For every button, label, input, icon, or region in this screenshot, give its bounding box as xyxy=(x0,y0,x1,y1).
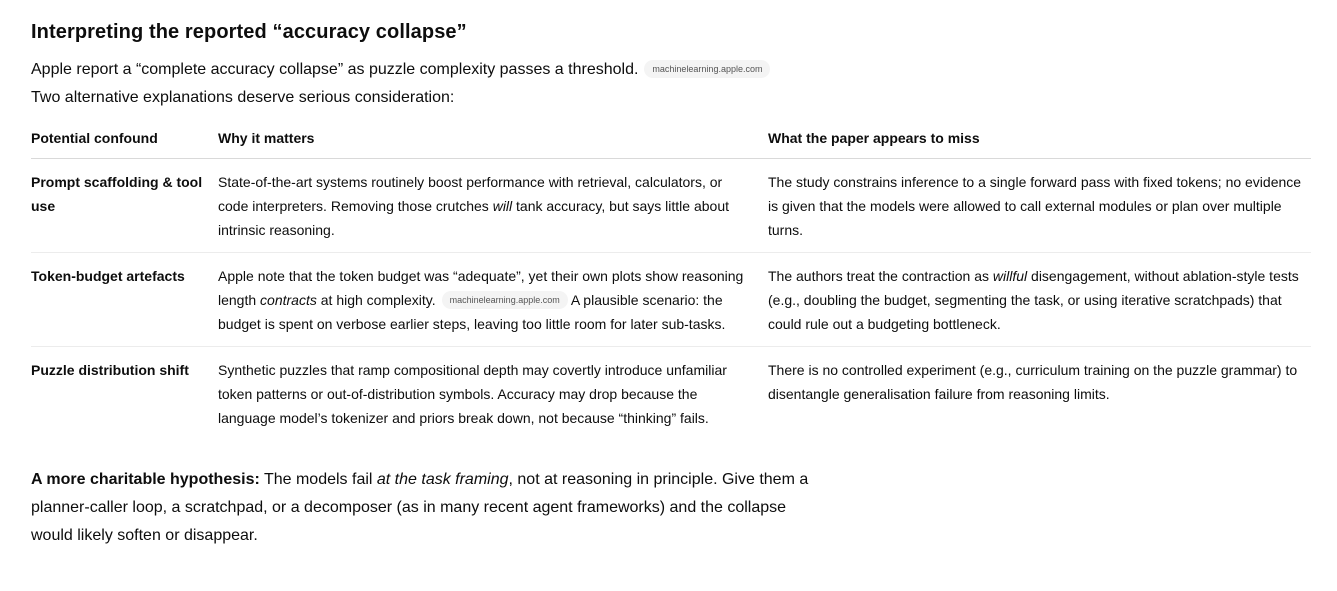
why-text: at high complexity. xyxy=(316,292,436,308)
table-row xyxy=(31,253,1311,347)
why-cell xyxy=(218,253,768,347)
miss-text: disengagement, without ablation-style tests (e.g., doubling the budget, segmenting the task, or using iterative scratchpads) that could rule out a budgeting bottleneck. xyxy=(768,268,1299,332)
conclusion-text: The models fail xyxy=(259,471,377,488)
why-cell xyxy=(218,159,768,253)
intro-line-2: Two alternative explanations deserve serious consideration: xyxy=(31,89,455,106)
miss-emphasis: willful xyxy=(992,268,1028,284)
conclusion-lead: A more charitable hypothesis: xyxy=(31,471,260,488)
why-cell: Synthetic puzzles that ramp compositional depth may covertly introduce unfamiliar token patterns or out-of-distribution symbols. Accuracy may drop because the language model’s tokenizer and priors break down, not because “thinking” fails. xyxy=(218,362,727,426)
miss-cell: There is no controlled experiment (e.g., curriculum training on the puzzle grammar) to disentangle generalisation failure from reasoning limits. xyxy=(768,362,1298,402)
why-emphasis: contracts xyxy=(260,292,317,308)
table-row xyxy=(31,159,1311,253)
why-text: A plausible scenario: the budget is spent on verbose earlier steps, leaving too little room for later sub-tasks. xyxy=(218,292,726,332)
miss-cell: The study constrains inference to a single forward pass with fixed tokens; no evidence is given that the models were allowed to call external modules or plan over multiple turns. xyxy=(768,159,1311,253)
why-text: Apple note that the token budget was “adequate”, yet their own plots show reasoning length xyxy=(218,268,744,308)
header-potential-confound: Potential confound xyxy=(31,126,218,159)
citation-chip[interactable]: machinelearning.apple.com xyxy=(442,291,568,309)
conclusion-paragraph xyxy=(31,466,811,550)
miss-text: The authors treat the contraction as xyxy=(768,268,993,284)
confound-cell: Token-budget artefacts xyxy=(31,253,218,347)
conclusion-emphasis: at the task framing xyxy=(376,471,509,488)
why-emphasis: will xyxy=(492,198,513,214)
section-title: Interpreting the reported “accuracy collapse” xyxy=(31,21,467,43)
intro-text: Apple report a “complete accuracy collapse” as puzzle complexity passes a threshold. xyxy=(31,61,639,78)
miss-cell xyxy=(768,253,1311,347)
header-why-it-matters: Why it matters xyxy=(218,126,768,159)
header-what-paper-misses: What the paper appears to miss xyxy=(768,126,1311,159)
conclusion-text: , not at reasoning in principle. Give them a planner-caller loop, a scratchpad, or a decomposer (as in many recent agent frameworks) and the collapse would likely soften or disappear. xyxy=(31,471,809,544)
table-row xyxy=(31,347,1311,441)
confound-cell: Prompt scaffolding & tool use xyxy=(31,159,218,253)
intro-line-1 xyxy=(31,56,1337,84)
confounds-table xyxy=(31,126,1311,440)
intro xyxy=(31,56,1337,112)
confound-cell: Puzzle distribution shift xyxy=(31,362,189,378)
why-text: State-of-the-art systems routinely boost performance with retrieval, calculators, or code interpreters. Removing those crutches xyxy=(218,174,723,214)
citation-chip[interactable]: machinelearning.apple.com xyxy=(644,60,770,78)
why-text: tank accuracy, but says little about intrinsic reasoning. xyxy=(218,198,730,238)
table-header-row xyxy=(31,126,1311,159)
